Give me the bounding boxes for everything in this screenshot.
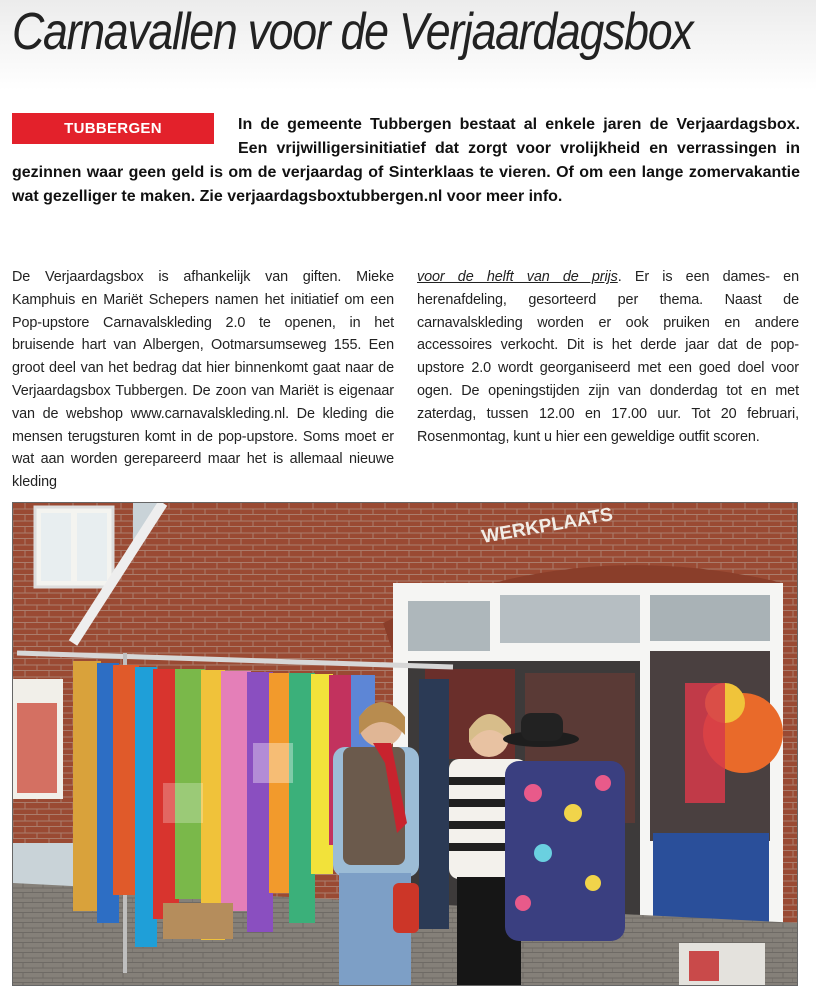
intro-text: In de gemeente Tubbergen bestaat al enkele jaren de Verjaardagsbox. Een vrijwilligersinitiatief dat zorgt voor vrolijkheid en verrassingen in gezinnen waar geen geld is om de verjaardag of Sinterklaas te vieren. Of om een lange zomervakantie wat gezelliger te maken. Zie verjaardagsboxtubbergen.nl voor meer info. bbox=[12, 116, 800, 205]
body-column-right bbox=[417, 266, 799, 448]
intro-paragraph bbox=[12, 113, 800, 209]
werkplaats-sign: WERKPLAATS bbox=[480, 504, 615, 548]
store-photo bbox=[12, 502, 798, 986]
body-right-text: . Er is een dames- en herenafdeling, gesorteerd per thema. Naast de carnavalskleding worden er ook pruiken en andere accessoires verkocht. Dit is het derde jaar dat de pop-upstore 2.0 wordt georganiseerd met een goed doel voor ogen. De openingstijden zijn van donderdag tot en met zaterdag, tussen 12.00 en 17.00 uur. Tot 20 februari, Rosenmontag, kunt u hier een geweldige outfit scoren. bbox=[417, 269, 799, 445]
body-column-left: De Verjaardagsbox is afhankelijk van giften. Mieke Kamphuis en Mariët Schepers namen het initiatief om een Pop-upstore Carnavalskleding 2.0 te openen, in het bruisende hart van Albergen, Ootmarsumseweg 155. Een groot deel van het bedrag dat hier binnenkomt gaat naar de Verjaardagsbox Tubbergen. De zoon van Mariët is eigenaar van de webshop www.carnavalskleding.nl. De kleding die mensen terugsturen komt in de pop-upstore. Soms moet er wat aan worden gerepareerd maar het is allemaal nieuwe kleding bbox=[12, 269, 394, 491]
tag-spacer bbox=[12, 113, 238, 161]
store-photo-illustration bbox=[13, 503, 798, 986]
price-link[interactable]: voor de helft van de prijs bbox=[417, 269, 618, 285]
headline: Carnavallen voor de Verjaardagsbox bbox=[12, 3, 693, 61]
section-tag: TUBBERGEN bbox=[12, 113, 214, 144]
